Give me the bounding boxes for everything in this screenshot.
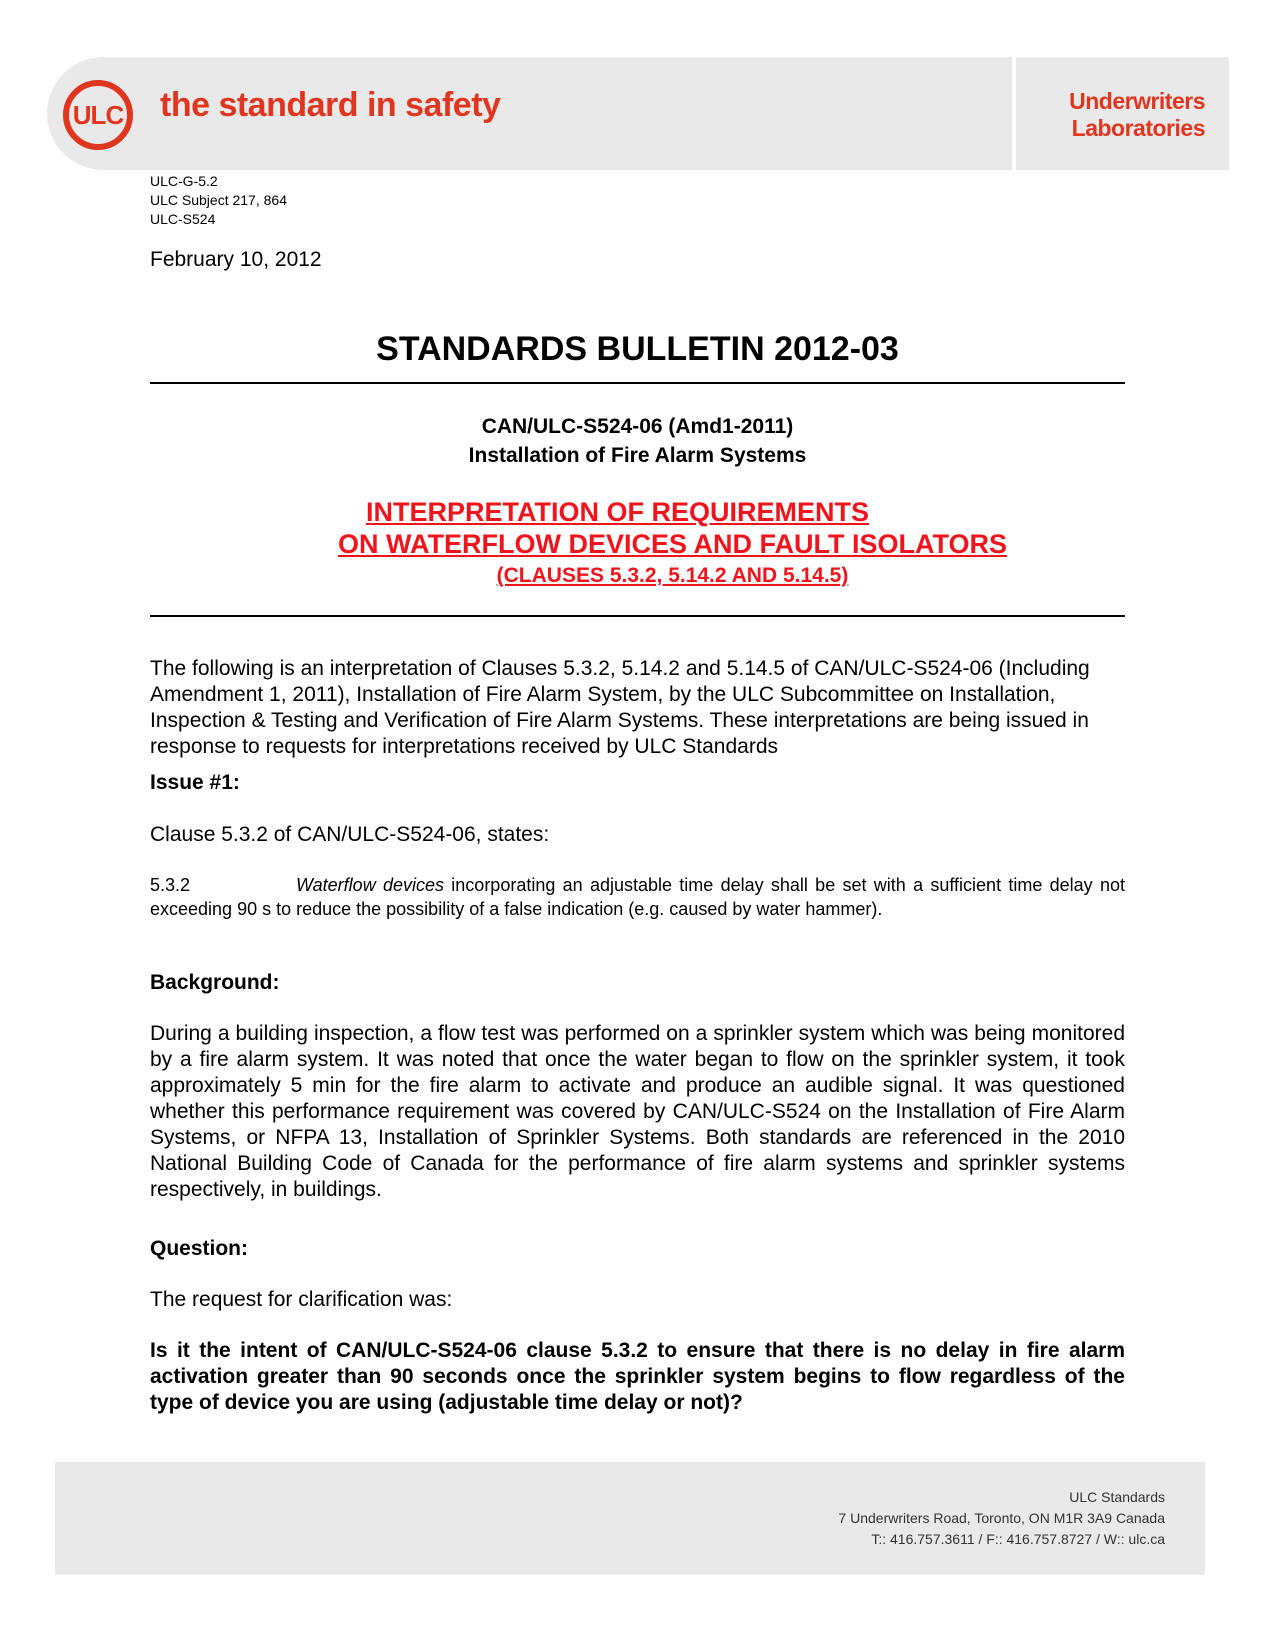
ulc-logo xyxy=(63,80,133,150)
question-intro: The request for clarification was: xyxy=(150,1288,453,1311)
page-title: STANDARDS BULLETIN 2012-03 xyxy=(376,330,899,368)
subtitle-name: Installation of Fire Alarm Systems xyxy=(468,444,807,467)
clause-intro: Clause 5.3.2 of CAN/ULC-S524-06, states: xyxy=(150,823,550,846)
section-rule xyxy=(150,615,1125,617)
footer-phone: T:: 416.757.3611 / F:: 416.757.8727 / W:: ulc.ca xyxy=(871,1531,1165,1547)
question-heading: Question: xyxy=(150,1237,248,1260)
reference-item: ULC-S524 xyxy=(150,211,216,227)
clause-term: Waterflow devices xyxy=(296,875,445,895)
clause-text: incorporating an adjustable time delay shall be set with a sufficient time delay not exceeding 90 s to reduce the possibility of a false indication (e.g. caused by water hammer). xyxy=(150,875,1125,919)
clause-quote xyxy=(150,873,1125,921)
footer-org: ULC Standards xyxy=(1069,1489,1165,1505)
subtitle xyxy=(150,412,1125,470)
interpretation-heading-line1: INTERPRETATION OF REQUIREMENTS xyxy=(365,497,869,527)
document-date: February 10, 2012 xyxy=(150,248,322,271)
clause-number: 5.3.2 xyxy=(150,875,191,895)
question-text: Is it the intent of CAN/ULC-S524-06 clause 5.3.2 to ensure that there is no delay in fire alarm activation greater than 90 seconds once the sprinkler system begins to flow regardless of the type of device you are using (adjustable time delay or not)? xyxy=(150,1339,1125,1414)
tagline: the standard in safety xyxy=(160,86,501,124)
interpretation-heading-line2: ON WATERFLOW DEVICES AND FAULT ISOLATORS xyxy=(338,529,1007,559)
org-name xyxy=(1040,88,1205,142)
background-paragraph: During a building inspection, a flow test was performed on a sprinkler system which was being monitored by a fire alarm system. It was noted that once the water began to flow on the sprinkler system, it took approximately 5 min for the fire alarm to activate and produce an audible signal. It was questioned whether this performance requirement was covered by CAN/ULC-S524 on the Installation of Fire Alarm Systems, or NFPA 13, Installation of Sprinkler Systems. Both standards are referenced in the 2010 National Building Code of Canada for the performance of fire alarm systems and sprinkler systems respectively, in buildings. xyxy=(150,1022,1125,1201)
reference-item: ULC Subject 217, 864 xyxy=(150,192,287,208)
footer-contact xyxy=(700,1487,1165,1550)
issue-heading: Issue #1: xyxy=(150,771,240,794)
title-rule xyxy=(150,382,1125,384)
reference-list xyxy=(150,172,287,229)
footer-address: 7 Underwriters Road, Toronto, ON M1R 3A9 Canada xyxy=(838,1510,1165,1526)
org-name-line2: Laboratories xyxy=(1071,115,1205,141)
reference-item: ULC-G-5.2 xyxy=(150,173,218,189)
subtitle-standard: CAN/ULC-S524-06 (Amd1-2011) xyxy=(481,415,794,438)
interpretation-clauses: (CLAUSES 5.3.2, 5.14.2 AND 5.14.5) xyxy=(496,564,849,587)
org-name-line1: Underwriters xyxy=(1069,88,1205,114)
header-divider xyxy=(1012,57,1016,170)
logo-text: ULC xyxy=(72,99,124,130)
intro-paragraph: The following is an interpretation of Clauses 5.3.2, 5.14.2 and 5.14.5 of CAN/ULC-S524-06 (Including Amendment 1, 2011), Installation of Fire Alarm System, by the ULC Subcommittee on Installation, Inspection & Testing and Verification of Fire Alarm Systems. These interpretations are being issued in response to requests for interpretations received by ULC Standards xyxy=(150,657,1090,758)
background-heading: Background: xyxy=(150,971,280,994)
